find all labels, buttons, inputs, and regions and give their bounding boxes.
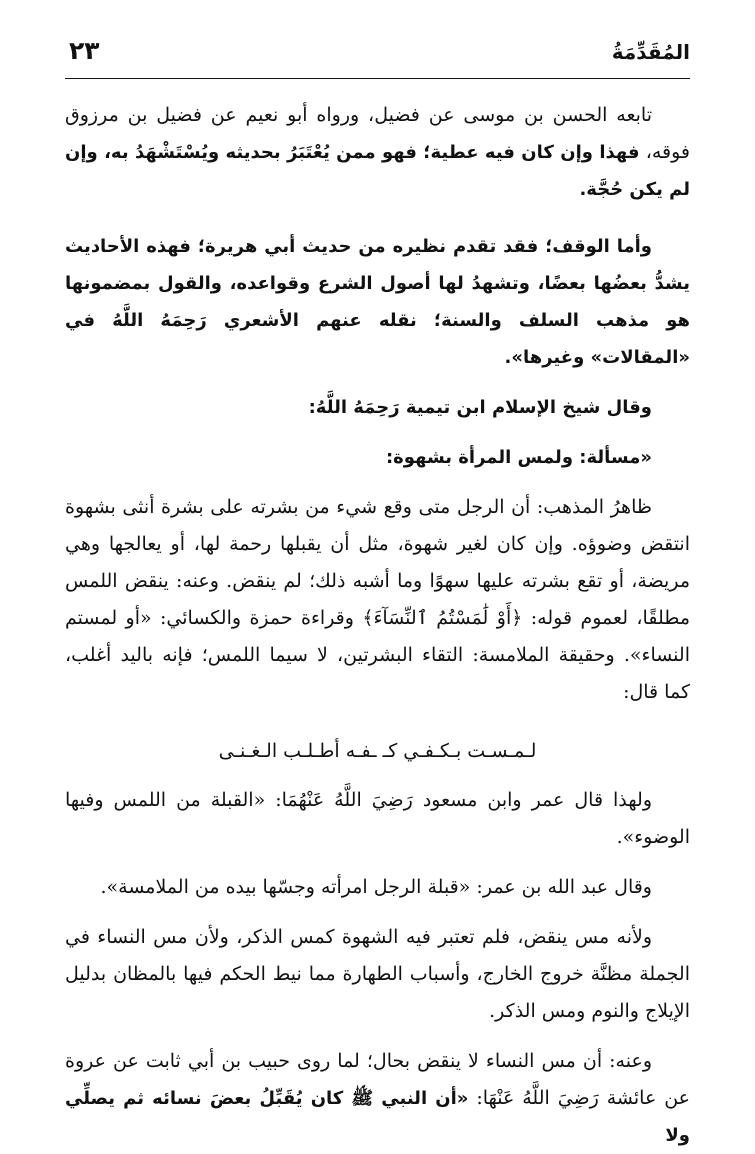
paragraph bbox=[65, 782, 690, 856]
text-run-bold: فهذا وإن كان فيه عطية؛ فهو ممن يُعْتَبَرُ بحديثه ويُسْتَشْهَدُ به، وإن لم يكن حُجَّة. bbox=[65, 142, 690, 200]
verse-text: لـمـسـت بـكـفـي كـ ـفـه أطـلـب الـغـنـى bbox=[218, 740, 537, 762]
paragraph bbox=[65, 389, 690, 426]
text-run-bold: وأما الوقف؛ فقد تقدم نظيره من حديث أبي هريرة؛ فهذه الأحاديث يشدُّ بعضُها بعضًا، وتشهدُ لها أصول الشرع وقواعده، والقول بمضمونها هو مذهب السلف والسنة؛ نقله عنهم الأشعري رَحِمَهُ اللَّهُ في «المقالات» وغيرها». bbox=[65, 236, 690, 368]
running-head: المُقَدِّمَةُ bbox=[611, 40, 690, 64]
text-run-bold: وقال شيخ الإسلام ابن تيمية رَحِمَهُ اللَّهُ: bbox=[308, 397, 652, 418]
text-run-bold: «أن النبي ﷺ كان يُقَبِّلُ بعضَ نسائه ثم يصلِّي ولا bbox=[65, 1088, 690, 1146]
text-run: ولهذا قال عمر وابن مسعود رَضِيَ اللَّهُ عَنْهُمَا: «القبلة من اللمس وفيها الوضوء». bbox=[65, 789, 690, 848]
paragraph bbox=[65, 919, 690, 1030]
paragraph bbox=[65, 489, 690, 711]
text-run: وقال عبد الله بن عمر: «قبلة الرجل امرأته وجسّها بيده من الملامسة». bbox=[100, 876, 652, 898]
text-run: وعنه: أن مس النساء لا ينقض بحال؛ لما روى حبيب بن أبي ثابت عن عروة عن عائشة رَضِيَ اللَّهُ عَنْهَا: bbox=[65, 1050, 690, 1109]
text-run: ظاهرُ المذهب: أن الرجل متى وقع شيء من بشرته على بشرة أنثى بشهوة انتقض وضوؤه. وإن كان لغير شهوة، مثل أن يقبلها رحمة لها، أو يعالجها وهي مريضة، أو تقع بشرته عليها سهوًا وما أشبه ذلك؛ لم ينقض. وعنه: ينقض اللمس مطلقًا، لعموم قوله: ﴿أَوْ لَٰمَسْتُمُ ٱلنِّسَآءَ﴾ وقراءة حمزة والكسائي: «أو لمستم النساء». وحقيقة الملامسة: التقاء البشرتين، لا سيما اللمس؛ فإنه باليد أغلب، كما قال: bbox=[65, 496, 690, 703]
paragraph bbox=[65, 439, 690, 476]
text-run-bold: «مسألة: ولمس المرأة بشهوة: bbox=[385, 447, 652, 468]
paragraph bbox=[65, 228, 690, 376]
body-text bbox=[65, 97, 690, 1154]
paragraph bbox=[65, 97, 690, 208]
paragraph bbox=[65, 1043, 690, 1154]
text-run: تابعه الحسن بن موسى عن فضيل، ورواه أبو نعيم عن فضيل بن مرزوق فوقه، bbox=[65, 104, 691, 163]
paragraph bbox=[65, 869, 690, 906]
poetry-verse bbox=[65, 733, 690, 770]
text-run: ولأنه مس ينقض، فلم تعتبر فيه الشهوة كمس الذكر، ولأن مس النساء في الجملة مظنَّة خروج الخارج، وأسباب الطهارة مما نيط الحكم فيها بالمظان بدليل الإيلاج والنوم ومس الذكر. bbox=[65, 926, 690, 1022]
page-header bbox=[65, 34, 690, 79]
page-number: ٢٣ bbox=[69, 36, 100, 65]
